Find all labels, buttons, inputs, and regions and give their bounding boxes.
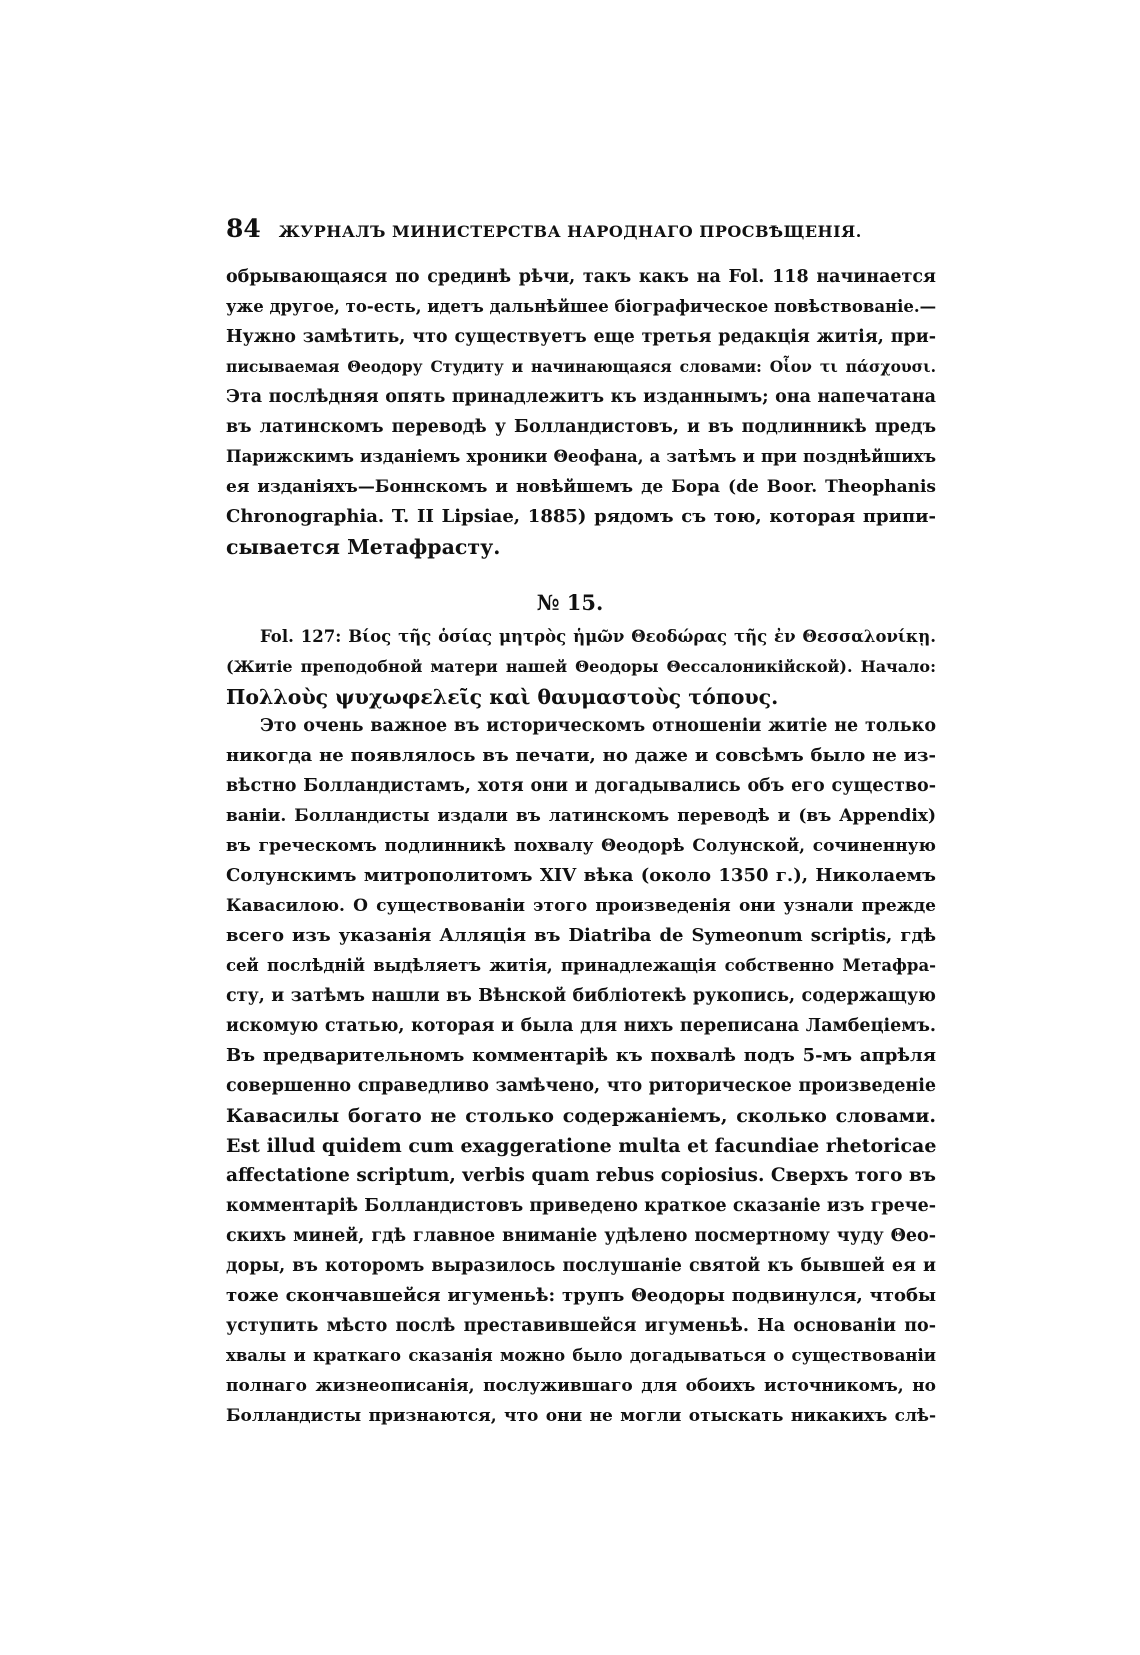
text-line: совершенно справедливо замѣчено, что риторическое произведеніе — [226, 1076, 936, 1096]
text-line: Est illud quidem cum exaggeratione multa et facundiae rhetoricae — [226, 1135, 936, 1157]
text-line: полнаго жизнеописанія, послужившаго для обоихъ источникомъ, но — [226, 1376, 936, 1396]
manuscript-entry — [226, 622, 936, 712]
text-line: сей послѣдній выдѣляетъ житія, принадлежащія собственно Метафра- — [226, 956, 936, 975]
text-line: въ латинскомъ переводѣ у Болландистовъ, и въ подлинникѣ предъ — [226, 417, 936, 437]
text-line: обрывающаяся по срединѣ рѣчи, такъ какъ на Fol. 118 начинается — [226, 267, 936, 287]
text-line: сту, и затѣмъ нашли въ Вѣнской библіотекѣ рукопись, содержащую — [226, 986, 936, 1006]
text-line: Это очень важное въ историческомъ отношеніи житіе не только — [260, 716, 936, 736]
text-line: Въ предварительномъ комментаріѣ къ похвалѣ подъ 5-мъ апрѣля — [226, 1045, 936, 1066]
text-line: Πολλοὺς ψυχωφελεῖς καὶ θαυμαστοὺς τόπους. — [226, 685, 779, 709]
text-line: вѣстно Болландистамъ, хотя они и догадывались объ его существо- — [226, 776, 936, 796]
paragraph-main — [226, 711, 936, 1431]
text-line: Болландисты признаются, что они не могли отыскать никакихъ слѣ- — [226, 1406, 936, 1426]
paragraph-continuation — [226, 262, 936, 562]
section-heading: № 15. — [536, 590, 604, 615]
text-line: хвалы и краткаго сказанія можно было догадываться о существованіи — [226, 1346, 936, 1365]
text-line: (Житіе преподобной матери нашей Θеодоры Θессалоникійской). Начало: — [226, 657, 936, 676]
text-line: всего изъ указанія Алляція въ Diatriba de Symeonum scriptis, гдѣ — [226, 925, 936, 946]
text-line: Парижскимъ изданіемъ хроники Θеофана, а затѣмъ и при позднѣйшихъ — [226, 447, 936, 466]
text-line: уступить мѣсто послѣ преставившейся игуменьѣ. На основаніи по- — [226, 1316, 936, 1336]
text-line: никогда не появлялось въ печати, но даже и совсѣмъ было не из- — [226, 745, 936, 766]
running-title: ЖУРНАЛЪ МИНИСТЕРСТВА НАРОДНАГО ПРОСВѢЩЕНІЯ. — [278, 222, 862, 241]
text-line: тоже скончавшейся игуменьѣ: трупъ Θеодоры подвинулся, чтобы — [226, 1285, 936, 1306]
text-line: сывается Метафрасту. — [226, 535, 501, 559]
text-line: ея изданіяхъ—Боннскомъ и новѣйшемъ де Бора (de Boor. Theophanis — [226, 477, 936, 497]
text-line: Нужно замѣтить, что существуетъ еще третья редакція житія, при- — [226, 327, 936, 347]
text-line: ваніи. Болландисты издали въ латинскомъ переводѣ и (въ Appendix) — [226, 806, 936, 826]
text-line: Кавасилы богато не столько содержаніемъ, сколько словами. — [226, 1105, 936, 1127]
text-line: искомую статью, которая и была для нихъ переписана Ламбеціемъ. — [226, 1016, 936, 1036]
text-line: скихъ миней, гдѣ главное вниманіе удѣлено посмертному чуду Θео- — [226, 1226, 936, 1246]
page-number: 84 — [226, 214, 261, 243]
running-header — [226, 214, 946, 244]
text-line: уже другое, то-есть, идетъ дальнѣйшее біографическое повѣствованіе.— — [226, 297, 936, 316]
text-line: Кавасилою. О существованіи этого произведенія они узнали прежде — [226, 896, 936, 916]
text-line: въ греческомъ подлинникѣ похвалу Θеодорѣ Солунской, сочиненную — [226, 836, 936, 856]
text-line: Chronographia. T. II Lipsiae, 1885) рядомъ съ тою, которая припи- — [226, 506, 936, 527]
text-line: писываемая Θеодору Студиту и начинающаяся словами: Οἷον τι πάσχουσι. — [226, 357, 936, 376]
text-line: доры, въ которомъ выразилось послушаніе святой къ бывшей ея и — [226, 1256, 936, 1276]
text-line: Fol. 127: Βίος τῆς ὁσίας μητρὸς ἡμῶν Θεοδώρας τῆς ἐν Θεσσαλονίκῃ. — [260, 627, 936, 646]
text-line: Солунскимъ митрополитомъ XIV вѣка (около 1350 г.), Николаемъ — [226, 865, 936, 886]
text-line: affectatione scriptum, verbis quam rebus copiosius. Сверхъ того въ — [226, 1165, 936, 1186]
text-line: Эта послѣдняя опять принадлежитъ къ изданнымъ; она напечатана — [226, 387, 936, 407]
text-line: комментаріѣ Болландистовъ приведено краткое сказаніе изъ грече- — [226, 1196, 936, 1216]
